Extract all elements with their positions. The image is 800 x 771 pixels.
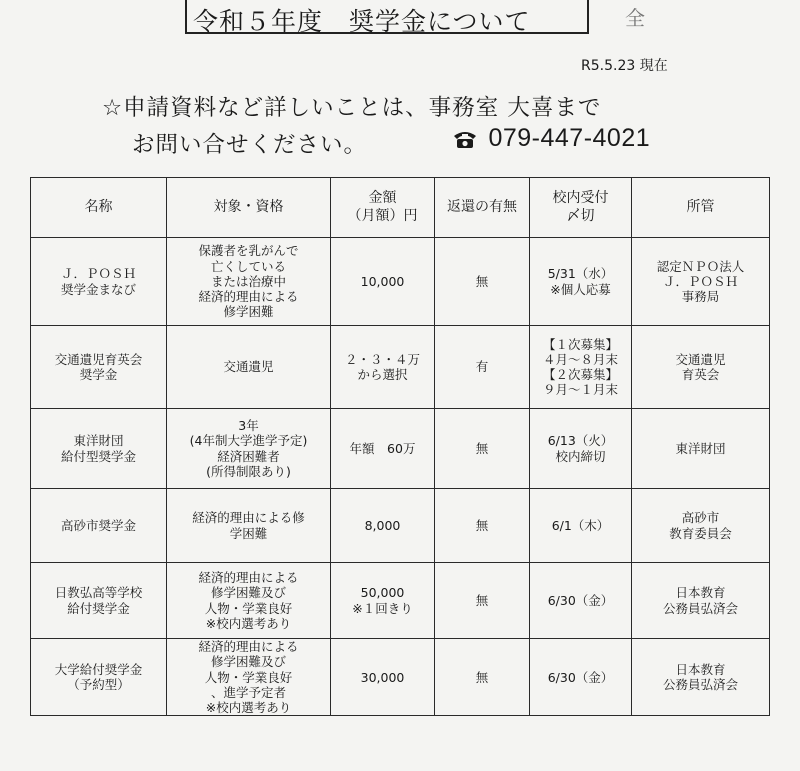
header-deadline: 校内受付 〆切: [530, 178, 632, 238]
cell-repayment: 無: [435, 238, 530, 326]
cell-repayment: 無: [435, 409, 530, 489]
cell-name: 高砂市奨学金: [31, 489, 167, 563]
cell-amount: 10,000: [331, 238, 435, 326]
cell-amount: 8,000: [331, 489, 435, 563]
header-repayment: 返還の有無: [435, 178, 530, 238]
telephone-icon: [452, 128, 478, 150]
cell-amount: ２・３・４万 から選択: [331, 326, 435, 409]
table-row: [31, 639, 770, 716]
cell-eligibility: 経済的理由による 修学困難及び 人物・学業良好 ※校内選考あり: [167, 563, 331, 639]
cell-repayment: 無: [435, 639, 530, 716]
cell-deadline: 6/1（木）: [530, 489, 632, 563]
cell-name: 交通遺児育英会 奨学金: [31, 326, 167, 409]
cell-authority: 認定ＮＰＯ法人 Ｊ．ＰＯＳＨ 事務局: [632, 238, 770, 326]
cell-eligibility: 3年 (4年制大学進学予定) 経済困難者 (所得制限あり): [167, 409, 331, 489]
table-row: [31, 489, 770, 563]
cell-name: Ｊ．ＰＯＳＨ 奨学金まなび: [31, 238, 167, 326]
table-row: [31, 326, 770, 409]
cell-authority: 交通遺児 育英会: [632, 326, 770, 409]
table-row: [31, 409, 770, 489]
handwritten-mark: 全: [625, 6, 645, 30]
table-row: [31, 238, 770, 326]
table-row: [31, 563, 770, 639]
cell-deadline: 5/31（水） ※個人応募: [530, 238, 632, 326]
cell-name: 東洋財団 給付型奨学金: [31, 409, 167, 489]
cell-deadline: 6/13（火） 校内締切: [530, 409, 632, 489]
cell-authority: 日本教育 公務員弘済会: [632, 639, 770, 716]
cell-authority: 高砂市 教育委員会: [632, 489, 770, 563]
cell-eligibility: 経済的理由による修 学困難: [167, 489, 331, 563]
header-eligibility: 対象・資格: [167, 178, 331, 238]
header-amount: 金額 （月額）円: [331, 178, 435, 238]
as-of-date: R5.5.23 現在: [581, 58, 668, 74]
phone-number: 079-447-4021: [488, 124, 651, 152]
cell-name: 大学給付奨学金 （予約型）: [31, 639, 167, 716]
cell-deadline: 6/30（金）: [530, 639, 632, 716]
cell-repayment: 無: [435, 489, 530, 563]
cell-amount: 30,000: [331, 639, 435, 716]
cell-eligibility: 経済的理由による 修学困難及び 人物・学業良好 、進学予定者 ※校内選考あり: [167, 639, 331, 716]
cell-name: 日教弘高等学校 給付奨学金: [31, 563, 167, 639]
cell-eligibility: 保護者を乳がんで 亡くしている または治療中 経済的理由による 修学困難: [167, 238, 331, 326]
notice-line-2: お問い合せください。: [132, 132, 368, 158]
cell-repayment: 有: [435, 326, 530, 409]
cell-amount: 50,000 ※１回きり: [331, 563, 435, 639]
header-name: 名称: [31, 178, 167, 238]
cell-repayment: 無: [435, 563, 530, 639]
cell-amount: 年額 60万: [331, 409, 435, 489]
header-authority: 所管: [632, 178, 770, 238]
cell-authority: 東洋財団: [632, 409, 770, 489]
cell-deadline: 6/30（金）: [530, 563, 632, 639]
table-header-row: [31, 178, 770, 238]
page-title: 令和５年度 奨学金について: [193, 7, 531, 36]
scholarship-table: [30, 177, 770, 716]
cell-eligibility: 交通遺児: [167, 326, 331, 409]
notice-line-1: ☆申請資料など詳しいことは、事務室 大喜まで: [102, 95, 602, 121]
cell-deadline: 【１次募集】 ４月～８月末 【２次募集】 ９月～１月末: [530, 326, 632, 409]
cell-authority: 日本教育 公務員弘済会: [632, 563, 770, 639]
contact-phone: [452, 124, 650, 153]
